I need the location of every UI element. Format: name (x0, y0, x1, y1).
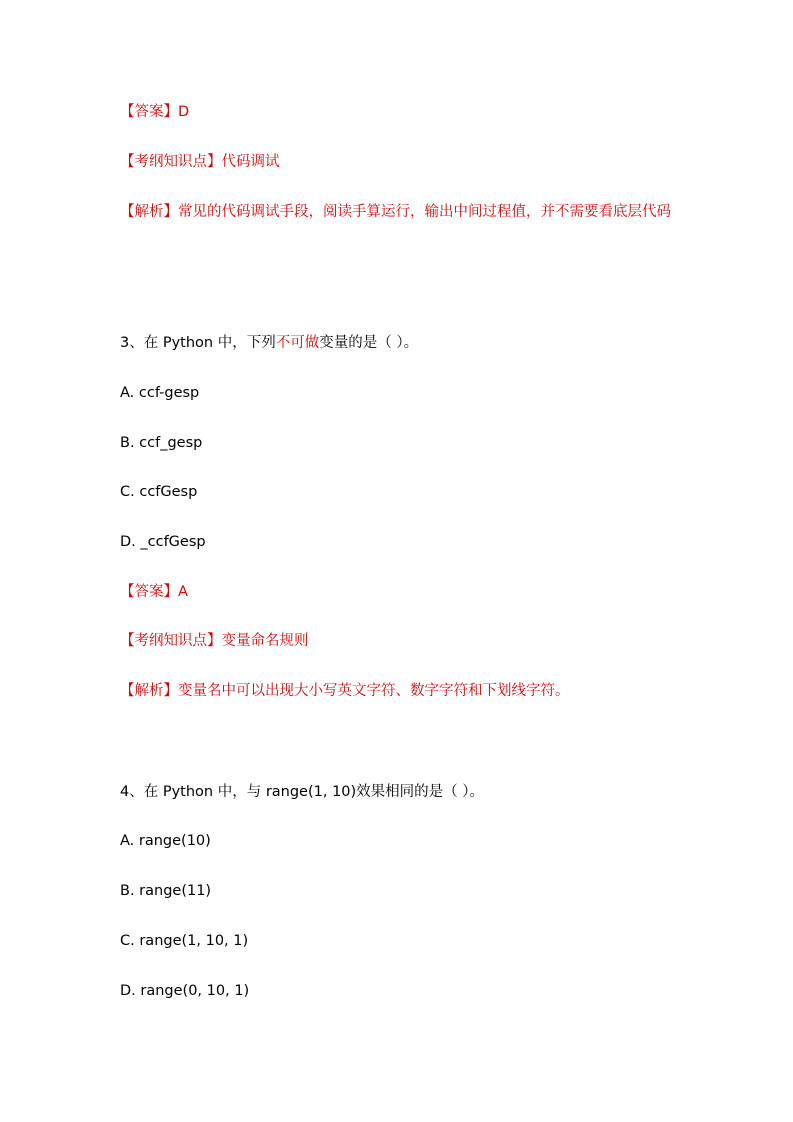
question-3-option-b: B. ccf_gesp (120, 435, 203, 451)
question-3-knowledge-point: 【考纲知识点】变量命名规则 (120, 633, 309, 649)
question-3-suffix: 变量的是（ ）。 (319, 335, 419, 351)
answer-label: 【答案】D (120, 104, 190, 120)
knowledge-point-label: 【考纲知识点】代码调试 (120, 154, 280, 170)
question-4-option-d: D. range(0, 10, 1) (120, 983, 250, 999)
question-3-option-d: D. _ccfGesp (120, 534, 206, 550)
question-3-option-a: A. ccf-gesp (120, 385, 200, 401)
question-3 (120, 333, 418, 353)
question-3-highlight: 不可做 (275, 335, 320, 351)
question-4-option-c: C. range(1, 10, 1) (120, 933, 249, 949)
question-3-analysis: 【解析】变量名中可以出现大小写英文字符、数字字符和下划线字符。 (120, 683, 570, 699)
question-4-option-a: A. range(10) (120, 833, 211, 849)
question-3-prefix: 3、在 Python 中，下列 (120, 335, 276, 351)
question-4: 4、在 Python 中，与 range(1, 10)效果相同的是（ ）。 (120, 784, 485, 800)
question-4-option-b: B. range(11) (120, 883, 212, 899)
question-3-answer: 【答案】A (120, 584, 188, 600)
analysis-text: 【解析】常见的代码调试手段，阅读手算运行，输出中间过程值，并不需要看底层代码 (120, 204, 671, 220)
question-3-option-c: C. ccfGesp (120, 484, 198, 500)
